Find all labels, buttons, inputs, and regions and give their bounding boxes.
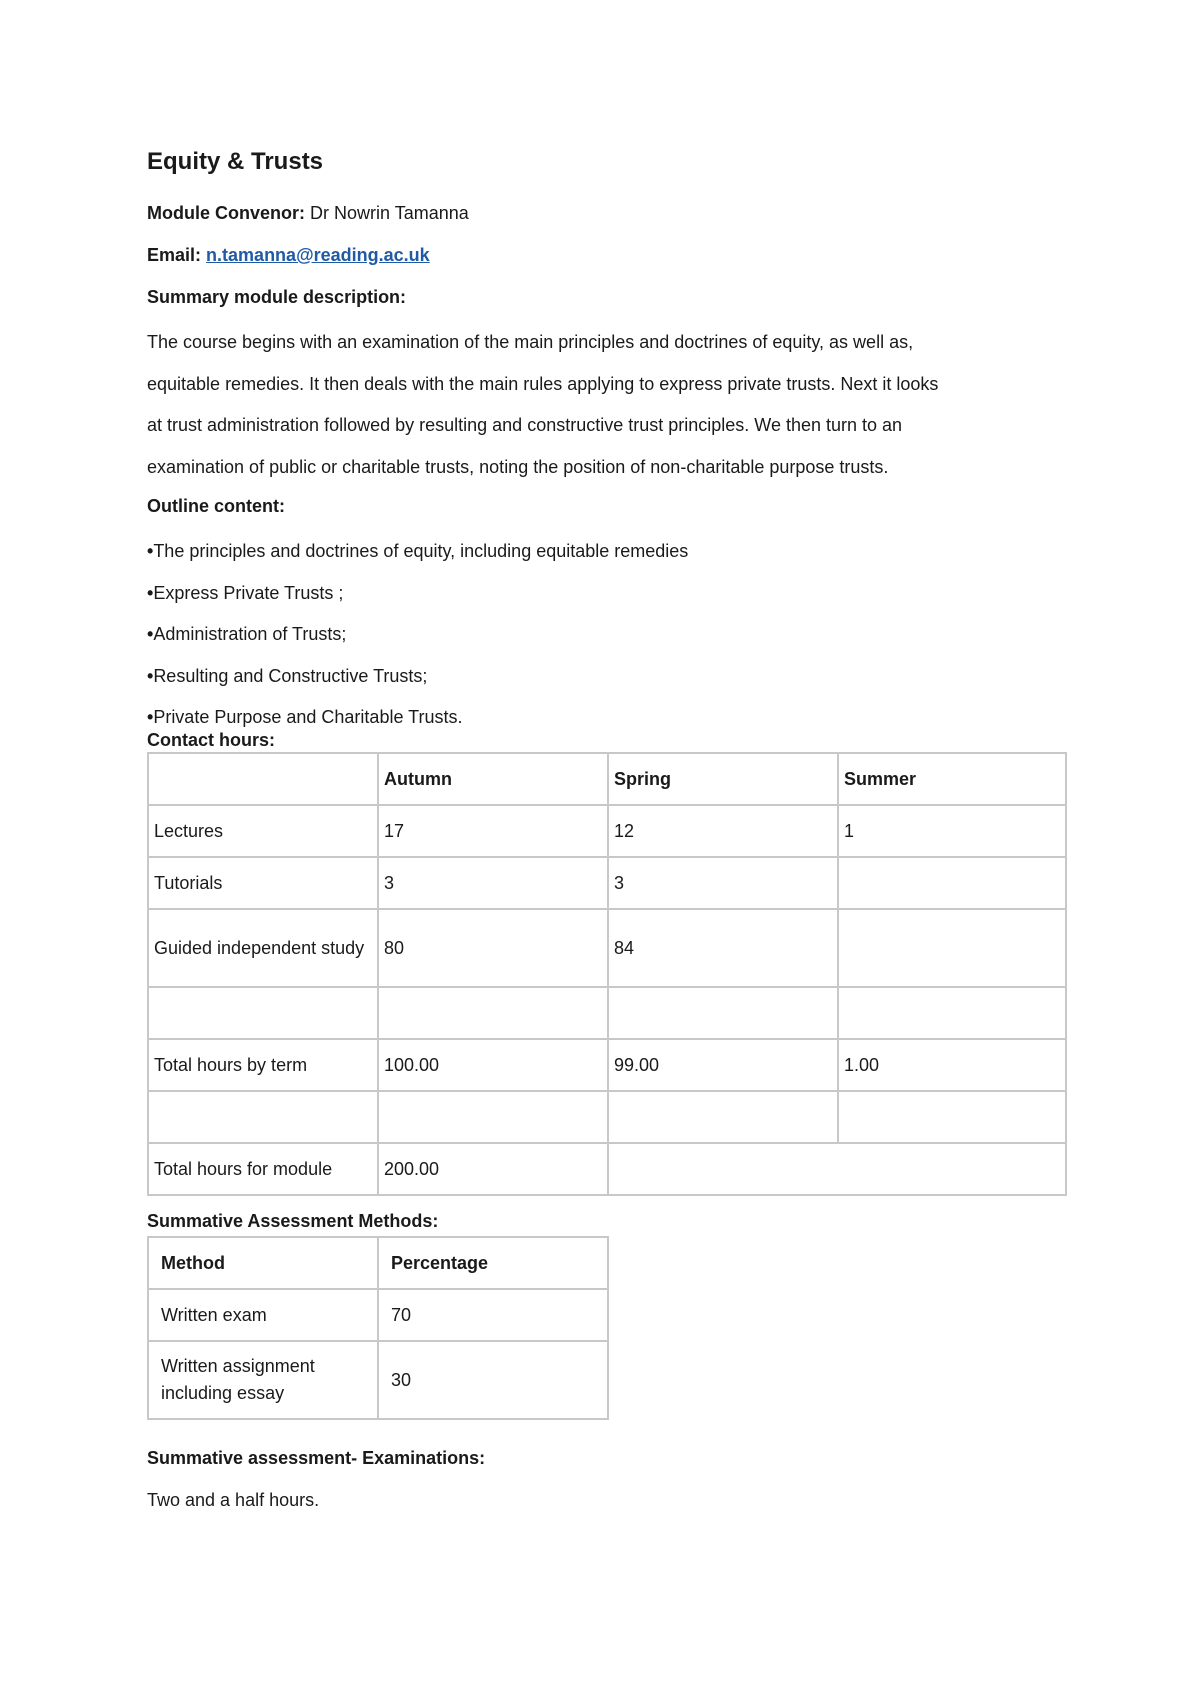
bullet-icon: •: [147, 707, 154, 727]
outline-list: [147, 531, 688, 739]
exams-text: Two and a half hours.: [147, 1490, 320, 1510]
table-row: [148, 1039, 1066, 1091]
table-cell: Guided independent study: [148, 909, 378, 987]
table-cell: [378, 1091, 608, 1143]
summary-line: examination of public or charitable trusts, noting the position of non-charitable purpose trusts.: [147, 456, 889, 477]
summary-description: [147, 322, 1067, 488]
table-cell: [378, 987, 608, 1039]
bullet-icon: •: [147, 582, 154, 603]
column-header: Percentage: [378, 1237, 608, 1289]
table-cell: [838, 987, 1066, 1039]
table-row-total: [148, 1143, 1066, 1195]
table-cell: Tutorials: [148, 857, 378, 909]
summary-heading: Summary module description:: [147, 287, 407, 307]
column-header: Method: [148, 1237, 378, 1289]
table-cell: 3: [378, 857, 608, 909]
list-item: •Administration of Trusts;: [147, 624, 347, 644]
table-cell: 70: [378, 1289, 608, 1341]
table-cell: [608, 1091, 838, 1143]
column-header: Autumn: [378, 753, 608, 805]
column-header: [148, 753, 378, 805]
assessment-heading: Summative Assessment Methods:: [147, 1211, 439, 1231]
table-cell: 12: [608, 805, 838, 857]
summary-line: The course begins with an examination of the main principles and doctrines of equity, as well as,: [147, 332, 914, 352]
column-header: Summer: [838, 753, 1066, 805]
bullet-icon: •: [147, 541, 154, 561]
table-row: [148, 857, 1066, 909]
table-cell: 17: [378, 805, 608, 857]
table-cell: [838, 857, 1066, 909]
table-cell: Lectures: [148, 805, 378, 857]
table-cell: Written exam: [148, 1289, 378, 1341]
list-item: •Express Private Trusts ;: [147, 582, 344, 603]
table-cell: [608, 987, 838, 1039]
table-row: [148, 909, 1066, 987]
exams-heading: Summative assessment- Examinations:: [147, 1448, 486, 1468]
convenor-label: Module Convenor:: [147, 203, 305, 223]
contact-heading: Contact hours:: [147, 730, 275, 750]
table-row: [148, 1091, 1066, 1143]
table-cell: [148, 1091, 378, 1143]
email-label: Email:: [147, 245, 202, 265]
table-cell: [838, 1091, 1066, 1143]
table-cell: Total hours for module: [148, 1143, 378, 1195]
table-header-row: [148, 753, 1066, 805]
bullet-icon: •: [147, 665, 154, 686]
list-item: •Resulting and Constructive Trusts;: [147, 665, 428, 686]
table-cell-empty: [608, 1143, 1066, 1195]
convenor-name: Dr Nowrin Tamanna: [310, 203, 469, 223]
bullet-icon: •: [147, 624, 154, 644]
contact-hours-table: [147, 752, 1067, 1196]
page-title: Equity & Trusts: [147, 148, 324, 175]
table-cell: [148, 987, 378, 1039]
summary-line: at trust administration followed by resulting and constructive trust principles. We then turn to an: [147, 415, 903, 435]
table-cell: 200.00: [378, 1143, 608, 1195]
column-header: Spring: [608, 753, 838, 805]
list-item: •The principles and doctrines of equity, including equitable remedies: [147, 541, 689, 561]
convenor-line: [147, 201, 469, 225]
table-cell: 80: [378, 909, 608, 987]
table-cell: 84: [608, 909, 838, 987]
table-cell: 99.00: [608, 1039, 838, 1091]
table-cell: [838, 909, 1066, 987]
table-row: [148, 1341, 608, 1419]
table-cell: 3: [608, 857, 838, 909]
table-cell: Total hours by term: [148, 1039, 378, 1091]
email-line: [147, 243, 430, 267]
table-cell: 1.00: [838, 1039, 1066, 1091]
table-row: [148, 1289, 608, 1341]
table-cell: 30: [378, 1341, 608, 1419]
table-cell: 100.00: [378, 1039, 608, 1091]
outline-heading: Outline content:: [147, 496, 285, 516]
list-item: •Private Purpose and Charitable Trusts.: [147, 707, 463, 727]
table-cell: 1: [838, 805, 1066, 857]
table-row: [148, 805, 1066, 857]
assessment-methods-table: [147, 1236, 609, 1420]
table-cell: Written assignment including essay: [148, 1341, 378, 1419]
email-link[interactable]: n.tamanna@reading.ac.uk: [206, 245, 430, 265]
table-row: [148, 987, 1066, 1039]
table-header-row: [148, 1237, 608, 1289]
summary-line: equitable remedies. It then deals with the main rules applying to express private trusts. Next it looks: [147, 373, 939, 394]
